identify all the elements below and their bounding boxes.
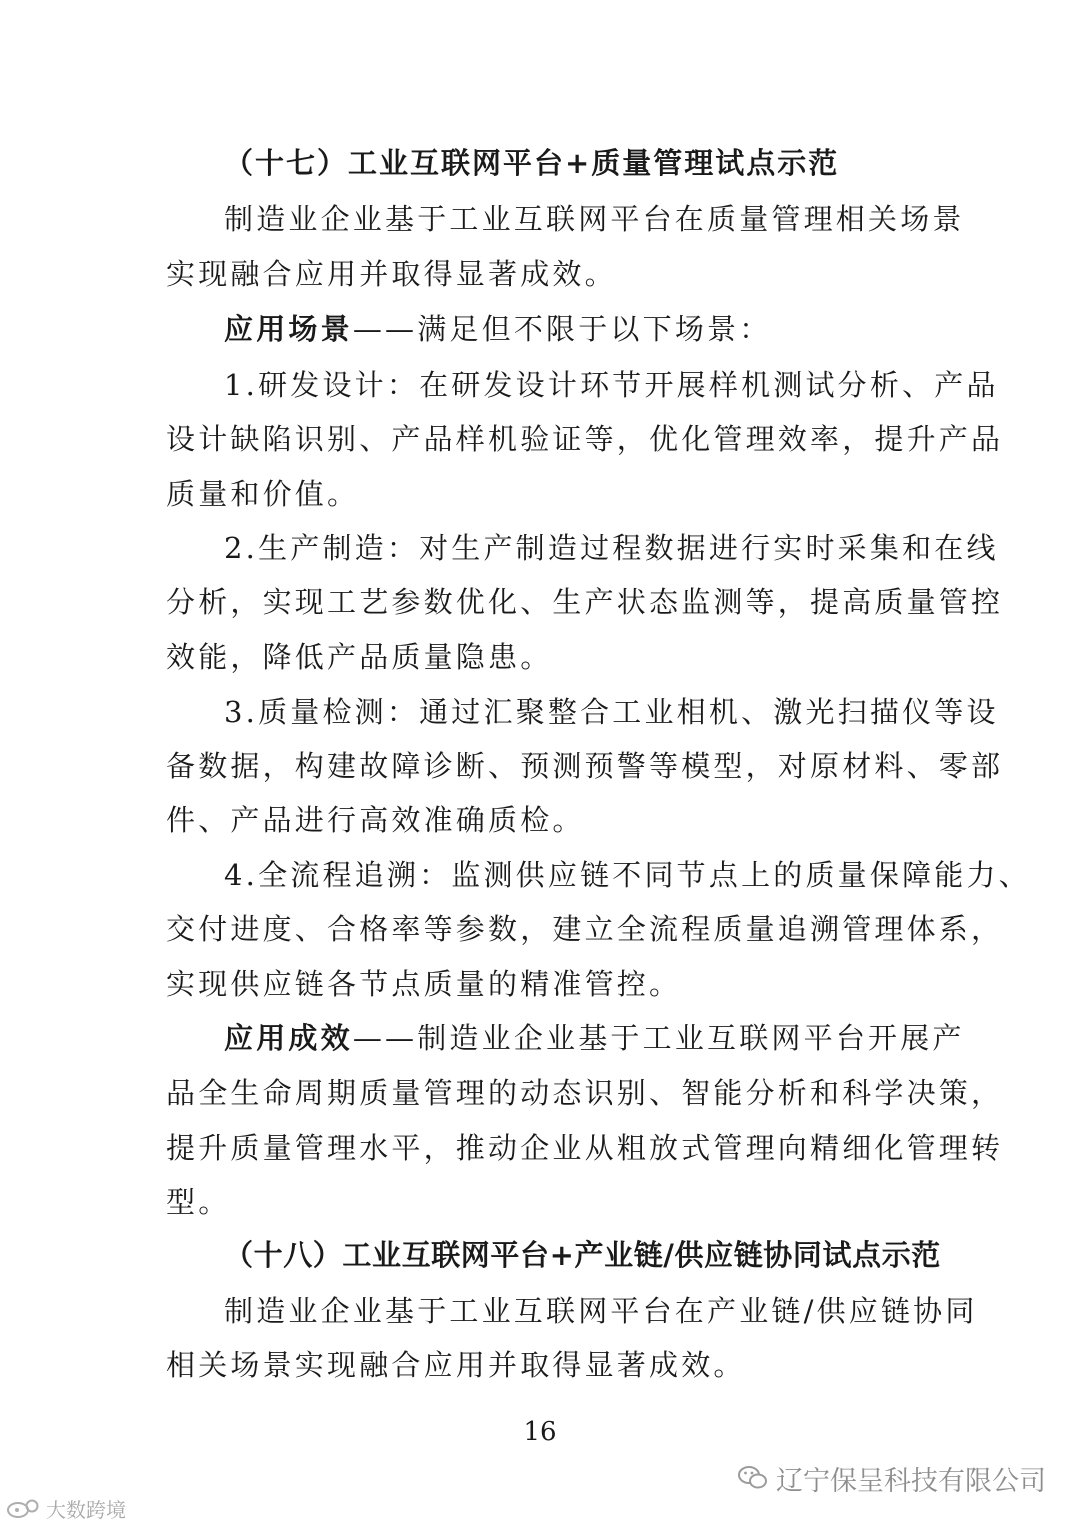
item-2-line-2: 分析，实现工艺参数优化、生产状态监测等，提高质量管控 (166, 585, 1004, 619)
section-17-heading: （十七）工业互联网平台+质量管理试点示范 (224, 146, 840, 180)
watermark-wechat (738, 1458, 1046, 1498)
watermark-source (6, 1494, 126, 1522)
item-4-line-1: 4.全流程追溯：监测供应链不同节点上的质量保障能力、 (224, 858, 1031, 892)
item-1-line-1: 1.研发设计：在研发设计环节开展样机测试分析、产品 (224, 368, 999, 402)
section-18-intro-line-2: 相关场景实现融合应用并取得显著成效。 (166, 1348, 746, 1382)
application-effect-label: 应用成效 (224, 1021, 353, 1055)
application-scenes-text: ——满足但不限于以下场景： (352, 312, 772, 346)
section-18-heading: （十八）工业互联网平台+产业链/供应链协同试点示范 (224, 1238, 941, 1272)
item-4-line-3: 实现供应链各节点质量的精准管控。 (166, 967, 682, 1001)
application-scenes-paragraph (0, 309, 1080, 349)
section-17-intro-line-2: 实现融合应用并取得显著成效。 (166, 257, 617, 291)
effect-line-4: 型。 (166, 1185, 231, 1219)
item-1-line-2: 设计缺陷识别、产品样机验证等，优化管理效率，提升产品 (166, 422, 1004, 456)
item-4-line-2: 交付进度、合格率等参数，建立全流程质量追溯管理体系， (166, 912, 1004, 946)
section-18-intro-line-1: 制造业企业基于工业互联网平台在产业链/供应链协同 (224, 1294, 978, 1328)
item-2-line-1: 2.生产制造：对生产制造过程数据进行实时采集和在线 (224, 531, 999, 565)
effect-line-2: 品全生命周期质量管理的动态识别、智能分析和科学决策， (166, 1076, 1004, 1110)
application-scenes-label: 应用场景 (224, 312, 353, 346)
item-3-line-2: 备数据，构建故障诊断、预测预警等模型，对原材料、零部 (166, 749, 1004, 783)
section-17-intro-line-1: 制造业企业基于工业互联网平台在质量管理相关场景 (224, 202, 965, 236)
effect-line-3: 提升质量管理水平，推动企业从粗放式管理向精细化管理转 (166, 1131, 1004, 1165)
item-1-line-3: 质量和价值。 (166, 477, 360, 511)
watermark-company-name: 辽宁保呈科技有限公司 (776, 1465, 1046, 1497)
application-effect-text: ——制造业企业基于工业互联网平台开展产 (352, 1021, 965, 1055)
page-number: 16 (523, 1417, 557, 1447)
item-2-line-3: 效能，降低产品质量隐患。 (166, 640, 553, 674)
item-3-line-3: 件、产品进行高效准确质检。 (166, 803, 585, 837)
wechat-icon (738, 1465, 768, 1491)
item-3-line-1: 3.质量检测：通过汇聚整合工业相机、激光扫描仪等设 (224, 695, 999, 729)
weibo-icon (6, 1497, 40, 1519)
watermark-source-name: 大数跨境 (46, 1497, 126, 1522)
application-effect-paragraph (0, 1018, 1080, 1058)
